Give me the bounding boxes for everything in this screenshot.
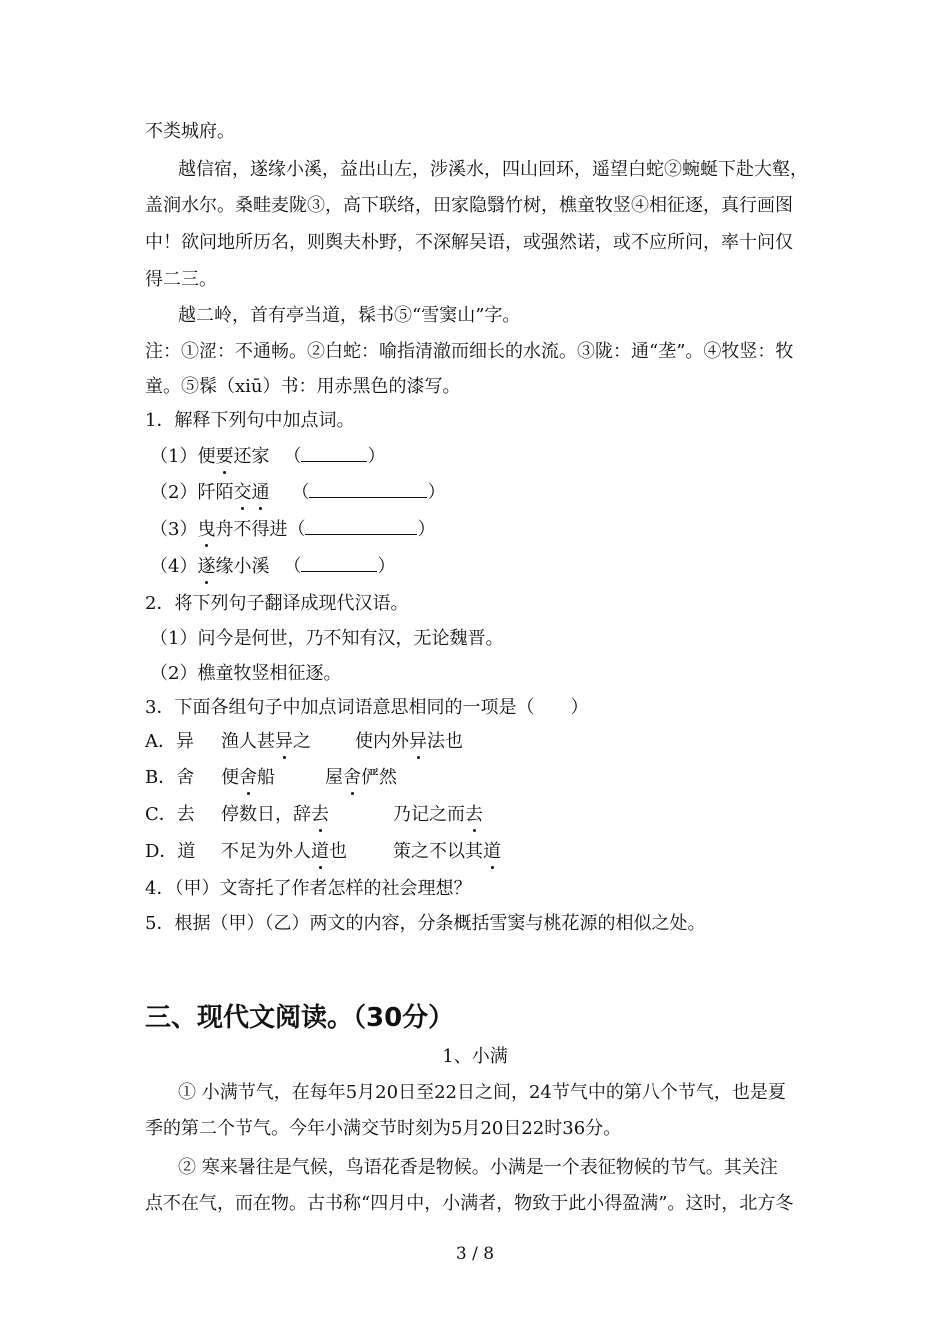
dotted-word: 异 bbox=[275, 731, 293, 752]
sentence-text: 不足为外人 bbox=[221, 841, 311, 862]
paren-close: ） bbox=[417, 519, 436, 540]
dotted-word: 去 bbox=[311, 804, 329, 825]
option-sentence-2 bbox=[393, 841, 501, 862]
footnote-line: 注：①涩：不通畅。②白蛇：喻指清澈而细长的水流。③陇：通“垄”。④牧竖：牧 bbox=[145, 341, 794, 362]
sentence-text: 俨然 bbox=[361, 767, 397, 788]
passage-line: 越二岭，首有亭当道，髹书⑤“雪窦山”字。 bbox=[178, 305, 521, 326]
paren-open: （ bbox=[291, 482, 310, 503]
passage-line: 不类城府。 bbox=[145, 121, 235, 142]
option-label: D．道 bbox=[145, 841, 196, 862]
sentence-text: 渔人甚 bbox=[221, 731, 275, 752]
option-label: C．去 bbox=[145, 804, 195, 825]
question-3-title: 3．下面各组句子中加点词语意思相同的一项是（ ） bbox=[145, 697, 589, 718]
article-line: 点不在气，而在物。古书称“四月中，小满者，物致于此小得盈满”。这时，北方冬 bbox=[145, 1193, 794, 1214]
option-sentence-2 bbox=[393, 804, 483, 825]
passage-line: 得二三。 bbox=[145, 269, 217, 290]
question-3-option-d bbox=[145, 840, 810, 864]
dotted-word: 舍 bbox=[239, 767, 257, 788]
option-sentence-1 bbox=[221, 840, 393, 864]
article-line: ① 小满节气，在每年5月20日至22日之间，24节气中的第八个节气，也是夏 bbox=[178, 1082, 786, 1103]
answer-blank[interactable] bbox=[301, 555, 377, 572]
item-text: 阡陌 bbox=[197, 482, 234, 503]
sentence-text: 法也 bbox=[427, 731, 463, 752]
item-number: （3） bbox=[150, 519, 198, 540]
sentence-text: 之 bbox=[293, 731, 311, 752]
question-2-title: 2．将下列句子翻译成现代汉语。 bbox=[145, 593, 409, 614]
paren-close: ） bbox=[427, 482, 446, 503]
article-line: ② 寒来暑往是气候，鸟语花香是物候。小满是一个表征物候的节气。其关注 bbox=[178, 1157, 778, 1178]
sentence-text: 使内外 bbox=[355, 731, 409, 752]
dotted-word: 异 bbox=[409, 731, 427, 752]
sentence-text: 也 bbox=[329, 841, 347, 862]
dotted-word: 去 bbox=[465, 804, 483, 825]
section-3-heading: 三、现代文阅读。（30分） bbox=[145, 1003, 455, 1033]
item-text: 缘小溪 bbox=[215, 556, 270, 577]
sentence-text: 策之不以其 bbox=[393, 841, 483, 862]
question-1-item bbox=[150, 555, 815, 579]
paren-open: （ bbox=[287, 519, 306, 540]
sentence-text: 停数日，辞 bbox=[221, 804, 311, 825]
question-3-option-c bbox=[145, 803, 810, 827]
option-sentence-1 bbox=[221, 730, 355, 754]
answer-blank[interactable] bbox=[309, 481, 427, 498]
page-number: 3 / 8 bbox=[455, 1244, 495, 1264]
sentence-text: 船 bbox=[257, 767, 275, 788]
item-text: 舟不得进 bbox=[215, 519, 288, 540]
dotted-word: 曳 bbox=[197, 519, 216, 540]
question-1-item bbox=[150, 481, 815, 505]
dotted-word: 舍 bbox=[343, 767, 361, 788]
question-3-option-b bbox=[145, 766, 810, 790]
answer-blank[interactable] bbox=[301, 445, 367, 462]
paren-open: （ bbox=[283, 556, 302, 577]
option-sentence-2 bbox=[355, 731, 463, 752]
question-3-option-a bbox=[145, 730, 810, 754]
dotted-word: 通 bbox=[251, 482, 270, 503]
passage-line: 盖涧水尔。桑畦麦陇③，高下联络，田家隐翳竹树，樵童牧竖④相征逐，真行画图 bbox=[145, 195, 793, 216]
item-number: （4） bbox=[150, 556, 198, 577]
option-sentence-2 bbox=[325, 767, 397, 788]
dotted-word: 交 bbox=[233, 482, 252, 503]
sentence-text: 乃记之而 bbox=[393, 804, 465, 825]
paren-close: ） bbox=[367, 446, 386, 467]
dotted-word: 道 bbox=[483, 841, 501, 862]
sentence-text: 便 bbox=[221, 767, 239, 788]
item-text: 便 bbox=[197, 446, 216, 467]
question-2-item: （1）问今是何世，乃不知有汉，无论魏晋。 bbox=[150, 628, 504, 649]
answer-blank[interactable] bbox=[305, 518, 417, 535]
question-1-title: 1．解释下列句中加点词。 bbox=[145, 410, 355, 431]
paren-close: ） bbox=[377, 556, 396, 577]
option-label: A．异 bbox=[145, 731, 194, 752]
item-number: （1） bbox=[150, 446, 198, 467]
passage-line: 越信宿，遂缘小溪，益出山左，涉溪水，四山回环，遥望白蛇②蜿蜒下赴大壑， bbox=[178, 159, 808, 180]
passage-line: 中！欲问地所历名，则舆夫朴野，不深解吴语，或强然诺，或不应所问，率十问仅 bbox=[145, 232, 793, 253]
footnote-line: 童。⑤髹（xiū）书：用赤黑色的漆写。 bbox=[145, 376, 461, 397]
question-2-item: （2）樵童牧竖相征逐。 bbox=[150, 663, 342, 684]
dotted-word: 遂 bbox=[197, 556, 216, 577]
item-text: 还家 bbox=[233, 446, 270, 467]
sentence-text: 屋 bbox=[325, 767, 343, 788]
question-1-item bbox=[150, 518, 815, 542]
question-1-item bbox=[150, 445, 815, 469]
option-label: B．舍 bbox=[145, 767, 195, 788]
option-sentence-1 bbox=[221, 766, 325, 790]
dotted-word: 要 bbox=[215, 446, 234, 467]
paren-open: （ bbox=[283, 446, 302, 467]
article-title: 1、小满 bbox=[442, 1046, 508, 1067]
option-sentence-1 bbox=[221, 803, 393, 827]
article-line: 季的第二个节气。今年小满交节时刻为5月20日22时36分。 bbox=[145, 1118, 622, 1139]
question-5: 5．根据（甲）（乙）两文的内容，分条概括雪窦与桃花源的相似之处。 bbox=[145, 913, 706, 934]
dotted-word: 道 bbox=[311, 841, 329, 862]
item-number: （2） bbox=[150, 482, 198, 503]
question-4: 4．（甲）文寄托了作者怎样的社会理想？ bbox=[145, 878, 472, 899]
